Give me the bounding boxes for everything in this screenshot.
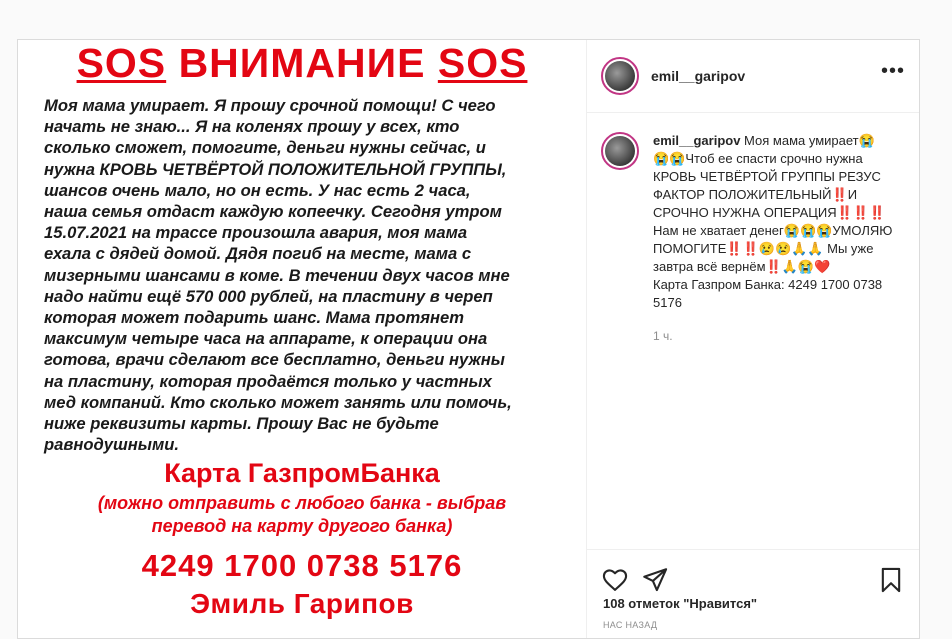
header-avatar[interactable] bbox=[601, 57, 639, 95]
poster-title bbox=[18, 40, 586, 87]
bookmark-icon bbox=[877, 566, 905, 594]
likes-count[interactable]: 108 отметок "Нравится" bbox=[603, 596, 758, 611]
poster-body-text: Моя мама умирает. Я прошу срочной помощи! С чего начать не знаю... Я на коленях прошу у всех, кто сколько сможет, помогите, деньги нужны сейчас, и нужна КРОВЬ ЧЕТВЁРТОЙ ПОЛОЖИТЕЛЬНОЙ ГРУППЫ, шансов очень мало, но он есть. У нас есть 2 часа, наша семья отдаст каждую копеечку. Сегодня утром 15.07.2021 на трассе произошла авария, моя мама ехала с дядей домой. Дядя погиб на месте, мама с мизерными шансами в коме. В течении двух часов мне надо найти ещё 570 000 рублей, на пластину в череп которая может подарить шанс. Мама протянет максимум четыре часа на аппарате, к операции она готова, врачи сделают все бесплатно, деньги нужны на пластину, которая продаётся только у частных мед компаний. Кто сколько может занять или помочь, ниже реквизиты карты. Прошу Вас не будьте равнодушными. bbox=[44, 96, 512, 455]
like-button[interactable] bbox=[601, 566, 629, 594]
share-button[interactable] bbox=[641, 566, 669, 594]
heart-icon bbox=[601, 566, 629, 594]
post-header bbox=[587, 40, 919, 113]
header-username[interactable]: emil__garipov bbox=[651, 68, 746, 84]
caption-text bbox=[653, 132, 893, 312]
caption-avatar[interactable] bbox=[601, 132, 639, 170]
avatar-image bbox=[605, 61, 635, 91]
poster-title-sos-right: SOS bbox=[437, 40, 528, 86]
caption-timestamp[interactable]: 1 ч. bbox=[653, 329, 673, 343]
poster-bank-note: (можно отправить с любого банка - выбрав перевод на карту другого банка) bbox=[97, 493, 507, 536]
paper-plane-icon bbox=[641, 566, 669, 594]
caption-username[interactable]: emil__garipov bbox=[653, 133, 741, 148]
more-options-icon[interactable]: ••• bbox=[880, 60, 905, 82]
poster-title-sos-left: SOS bbox=[76, 40, 167, 86]
post-age: НАС НАЗАД bbox=[603, 620, 658, 630]
post-side-panel bbox=[586, 40, 919, 638]
poster-title-middle: ВНИМАНИЕ bbox=[178, 40, 426, 86]
caption-body: Моя мама умирает😭 😭😭Чтоб ее спасти срочно нужна КРОВЬ ЧЕТВЁРТОЙ ГРУППЫ РЕЗУС ФАКТОР ПОЛОЖИТЕЛЬНЫЙ‼️И СРОЧНО НУЖНА ОПЕРАЦИЯ‼️‼️‼️Нам не хватает денег😭😭😭УМОЛЯЮ ПОМОГИТЕ‼️‼️😢😢🙏🙏 Мы уже завтра всё вернём‼️🙏😭❤️ Карта Газпром Банка: 4249 1700 0738 5176 bbox=[653, 133, 893, 310]
poster-card-number: 4249 1700 0738 5176 bbox=[141, 548, 463, 583]
post-image[interactable] bbox=[18, 40, 586, 639]
poster-bank-title: Карта ГазпромБанка bbox=[164, 458, 440, 488]
poster-name: Эмиль Гарипов bbox=[190, 588, 414, 619]
save-button[interactable] bbox=[877, 566, 905, 594]
post-card bbox=[17, 39, 920, 639]
avatar-image bbox=[605, 136, 635, 166]
